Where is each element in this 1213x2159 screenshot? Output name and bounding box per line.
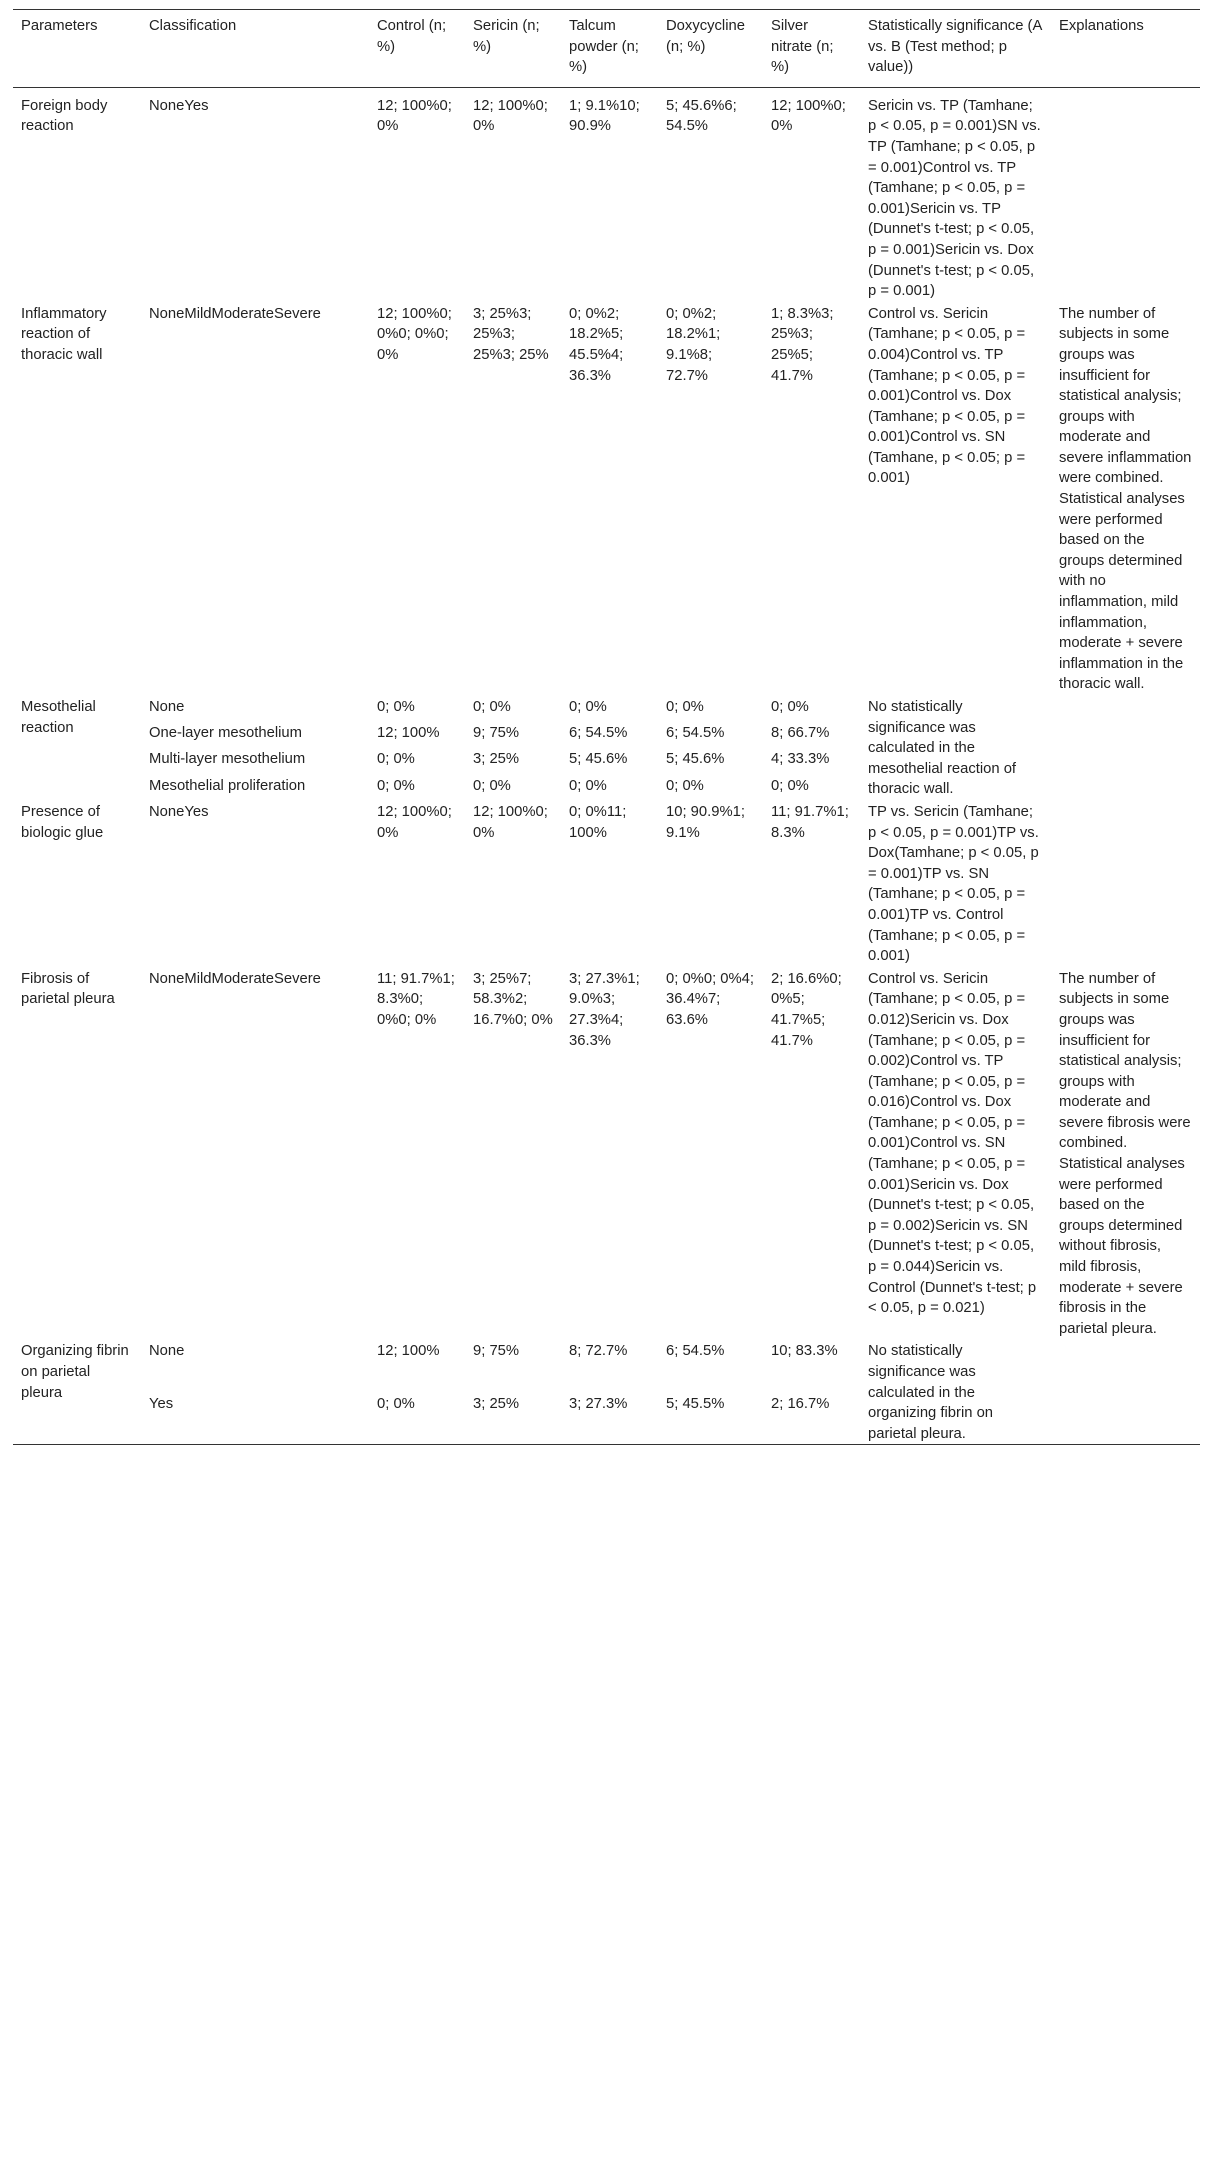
silver-nitrate-cell: 0; 0% xyxy=(771,777,809,794)
control-cell: 0; 0% xyxy=(377,1395,415,1412)
table-row xyxy=(13,695,1200,721)
sericin-cell: 12; 100%0; 0% xyxy=(473,803,548,841)
header-talcum-powder: Talcum powder (n; %) xyxy=(569,18,639,76)
classification-cell: Multi-layer mesothelium xyxy=(149,751,306,768)
classification-cell: Yes xyxy=(149,1395,174,1412)
classification-cell: NoneYes xyxy=(149,97,209,114)
table-row xyxy=(13,87,1200,301)
parameter-cell: Fibrosis of parietal pleura xyxy=(21,970,115,1008)
doxycycline-cell: 5; 45.5% xyxy=(666,1395,725,1412)
silver-nitrate-cell: 8; 66.7% xyxy=(771,725,830,742)
silver-nitrate-cell: 2; 16.7% xyxy=(771,1395,830,1412)
header-parameters: Parameters xyxy=(21,18,98,34)
significance-cell: No statistically significance was calculated in the organizing fibrin on parietal pleura. xyxy=(868,1343,994,1442)
explanation-cell xyxy=(1051,800,1200,967)
control-cell: 12; 100% xyxy=(377,1343,440,1360)
silver-nitrate-cell: 11; 91.7%1; 8.3% xyxy=(771,803,849,841)
header-control: Control (n; %) xyxy=(377,18,447,55)
table-row xyxy=(13,800,1200,967)
sericin-cell: 12; 100%0; 0% xyxy=(473,97,548,135)
header-classification: Classification xyxy=(149,18,237,34)
sericin-cell: 9; 75% xyxy=(473,725,520,742)
significance-cell: TP vs. Sericin (Tamhane; p < 0.05, p = 0.001)TP vs. Dox(Tamhane; p < 0.05, p = 0.001)TP vs. SN (Tamhane; p < 0.05, p = 0.001)TP vs. Control (Tamhane; p < 0.05, p = 0.001) xyxy=(868,803,1039,965)
control-cell: 12; 100%0; 0% xyxy=(377,803,452,841)
header-statistical-significance: Statistically significance (A vs. B (Test method; p value)) xyxy=(868,18,1042,76)
header-sericin: Sericin (n; %) xyxy=(473,18,540,55)
silver-nitrate-cell: 4; 33.3% xyxy=(771,751,830,768)
doxycycline-cell: 5; 45.6%6; 54.5% xyxy=(666,97,737,135)
classification-cell: NoneMildModerateSevere xyxy=(149,305,321,322)
silver-nitrate-cell: 0; 0% xyxy=(771,699,809,715)
doxycycline-cell: 0; 0% xyxy=(666,777,704,794)
control-cell: 12; 100% xyxy=(377,725,440,742)
control-cell: 11; 91.7%1; 8.3%0; 0%0; 0% xyxy=(377,970,455,1028)
header-doxycycline: Doxycycline (n; %) xyxy=(666,18,745,55)
sericin-cell: 0; 0% xyxy=(473,699,511,715)
control-cell: 0; 0% xyxy=(377,699,415,715)
talcum-cell: 3; 27.3%1; 9.0%3; 27.3%4; 36.3% xyxy=(569,970,640,1049)
header-explanations: Explanations xyxy=(1059,18,1144,34)
explanation-cell: The number of subjects in some groups was insufficient for statistical analysis; groups with moderate and severe inflammation were combined. Statistical analyses were performed based on the groups determined with no inflammation, mild inflammation, moderate + severe inflammation in the thoracic wall. xyxy=(1059,305,1192,693)
classification-cell: One-layer mesothelium xyxy=(149,725,302,742)
significance-cell: Control vs. Sericin (Tamhane; p < 0.05, p = 0.012)Sericin vs. Dox (Tamhane; p < 0.05, p = 0.002)Control vs. TP (Tamhane; p < 0.05, p = 0.016)Control vs. Dox (Tamhane; p < 0.05, p = 0.001)Control vs. SN (Tamhane; p < 0.05, p = 0.001)Sericin vs. Dox (Dunnet's t-test; p < 0.05, p = 0.002)Sericin vs. SN (Dunnet's t-test; p < 0.05, p = 0.044)Sericin vs. Control (Dunnet's t-test; p < 0.05, p = 0.021) xyxy=(868,970,1037,1317)
sericin-cell: 3; 25%7; 58.3%2; 16.7%0; 0% xyxy=(473,970,553,1028)
sericin-cell: 3; 25% xyxy=(473,1395,520,1412)
doxycycline-cell: 0; 0%0; 0%4; 36.4%7; 63.6% xyxy=(666,970,755,1028)
silver-nitrate-cell: 12; 100%0; 0% xyxy=(771,97,846,135)
control-cell: 12; 100%0; 0% xyxy=(377,97,452,135)
doxycycline-cell: 0; 0% xyxy=(666,699,704,715)
talcum-cell: 1; 9.1%10; 90.9% xyxy=(569,97,640,135)
parameter-cell: Foreign body reaction xyxy=(21,97,108,135)
explanation-cell xyxy=(1051,695,1200,800)
header-row xyxy=(13,10,1200,88)
parameter-cell: Mesothelial reaction xyxy=(21,699,96,736)
talcum-cell: 0; 0% xyxy=(569,777,607,794)
talcum-cell: 6; 54.5% xyxy=(569,725,628,742)
doxycycline-cell: 0; 0%2; 18.2%1; 9.1%8; 72.7% xyxy=(666,305,721,384)
table-row xyxy=(13,302,1200,695)
sericin-cell: 9; 75% xyxy=(473,1343,520,1360)
table-row xyxy=(13,1339,1200,1391)
table-row xyxy=(13,967,1200,1340)
significance-cell: Control vs. Sericin (Tamhane; p < 0.05, p = 0.004)Control vs. TP (Tamhane; p < 0.05, p = 0.001)Control vs. Dox (Tamhane; p < 0.05, p = 0.001)Control vs. SN (Tamhane, p < 0.05; p = 0.001) xyxy=(868,305,1026,487)
classification-cell: Mesothelial proliferation xyxy=(149,777,306,794)
parameter-cell: Presence of biologic glue xyxy=(21,803,104,841)
classification-cell: None xyxy=(149,699,185,715)
classification-cell: NoneMildModerateSevere xyxy=(149,970,321,987)
control-cell: 12; 100%0; 0%0; 0%0; 0% xyxy=(377,305,452,363)
sericin-cell: 3; 25%3; 25%3; 25%3; 25% xyxy=(473,305,549,363)
control-cell: 0; 0% xyxy=(377,751,415,768)
classification-cell: None xyxy=(149,1343,185,1360)
talcum-cell: 0; 0%2; 18.2%5; 45.5%4; 36.3% xyxy=(569,305,624,384)
doxycycline-cell: 6; 54.5% xyxy=(666,1343,725,1360)
talcum-cell: 0; 0%11; 100% xyxy=(569,803,627,841)
talcum-cell: 8; 72.7% xyxy=(569,1343,628,1360)
sericin-cell: 0; 0% xyxy=(473,777,511,794)
talcum-cell: 0; 0% xyxy=(569,699,607,715)
explanation-cell: The number of subjects in some groups was insufficient for statistical analysis; groups with moderate and severe fibrosis were combined. Statistical analyses were performed based on the groups determined without fibrosis, mild fibrosis, moderate + severe fibrosis in the parietal pleura. xyxy=(1059,970,1191,1337)
doxycycline-cell: 5; 45.6% xyxy=(666,751,725,768)
explanation-cell xyxy=(1051,1339,1200,1444)
results-table xyxy=(13,9,1200,1445)
silver-nitrate-cell: 1; 8.3%3; 25%3; 25%5; 41.7% xyxy=(771,305,834,384)
parameter-cell: Inflammatory reaction of thoracic wall xyxy=(21,305,107,363)
significance-cell: No statistically significance was calculated in the mesothelial reaction of thoracic wall. xyxy=(868,699,1017,798)
talcum-cell: 3; 27.3% xyxy=(569,1395,628,1412)
silver-nitrate-cell: 10; 83.3% xyxy=(771,1343,838,1360)
doxycycline-cell: 10; 90.9%1; 9.1% xyxy=(666,803,745,841)
control-cell: 0; 0% xyxy=(377,777,415,794)
doxycycline-cell: 6; 54.5% xyxy=(666,725,725,742)
explanation-cell xyxy=(1051,87,1200,301)
sericin-cell: 3; 25% xyxy=(473,751,520,768)
header-silver-nitrate: Silver nitrate (n; %) xyxy=(771,18,834,76)
significance-cell: Sericin vs. TP (Tamhane; p < 0.05, p = 0.001)SN vs. TP (Tamhane; p < 0.05, p = 0.001)Control vs. TP (Tamhane; p < 0.05, p = 0.001)Sericin vs. TP (Dunnet's t-test; p < 0.05, p = 0.001)Sericin vs. Dox (Dunnet's t-test; p < 0.05, p = 0.001) xyxy=(868,97,1041,300)
silver-nitrate-cell: 2; 16.6%0; 0%5; 41.7%5; 41.7% xyxy=(771,970,842,1049)
parameter-cell: Organizing fibrin on parietal pleura xyxy=(21,1343,129,1401)
classification-cell: NoneYes xyxy=(149,803,209,820)
talcum-cell: 5; 45.6% xyxy=(569,751,628,768)
